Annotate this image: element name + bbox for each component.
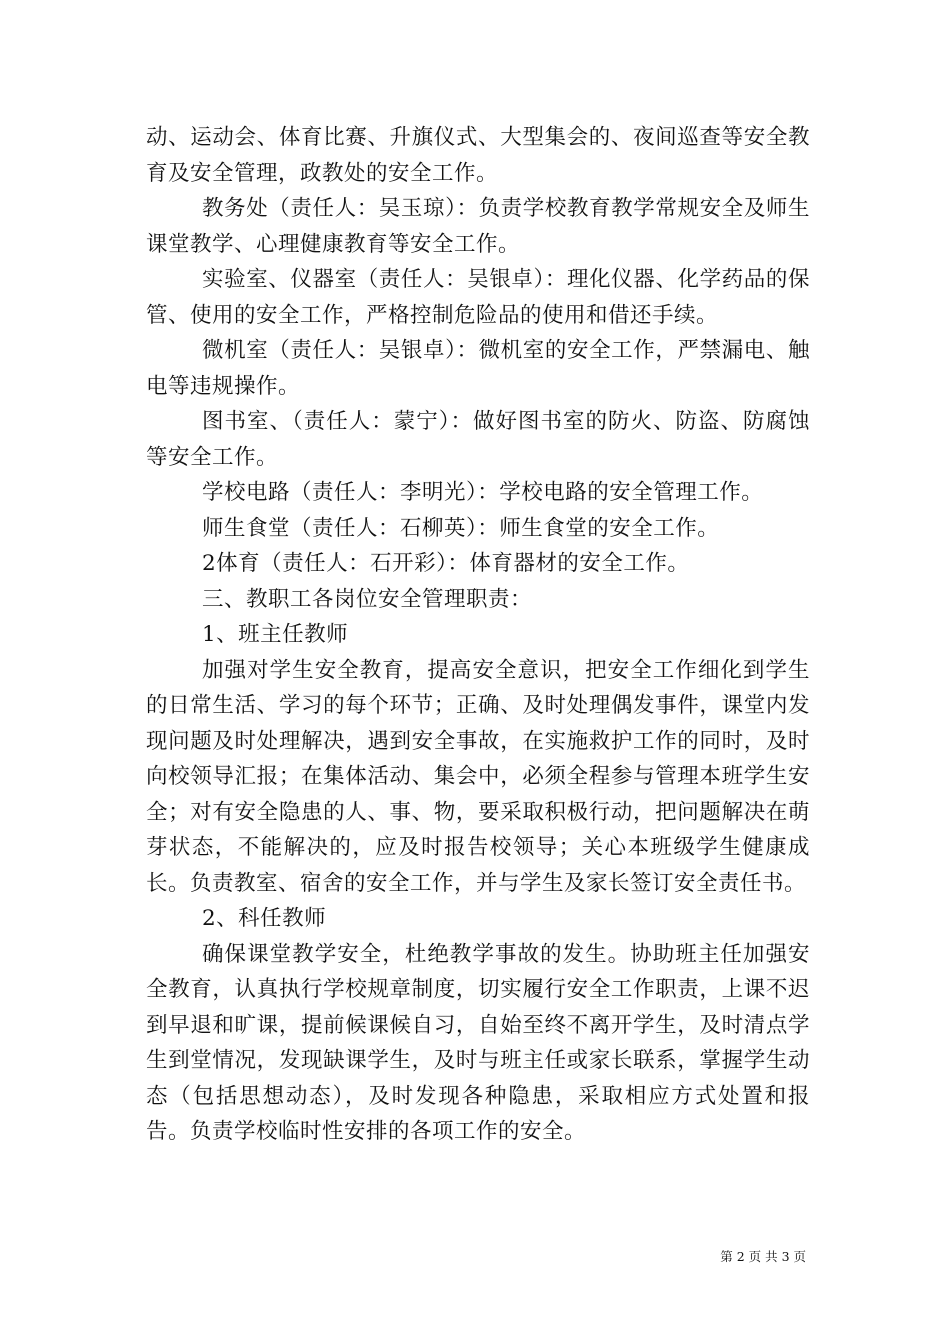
subheading-subject-teacher: 2、科任教师 <box>202 906 327 931</box>
paragraph-5: 图书室、（责任人：蒙宁）：做好图书室的防火、防盗、防腐蚀等安全工作。 <box>146 409 810 470</box>
paragraph-subject-teacher: 确保课堂教学安全，杜绝教学事故的发生。协助班主任加强安全教育，认真执行学校规章制度，切实履行安全工作职责，上课不迟到早退和旷课，提前候课候自习，自始至终不离开学生，及时清点学生到堂情况，发现缺课学生，及时与班主任或家长联系，掌握学生动态（包括思想动态），及时发现各种隐患，采取相应方式处置和报告。负责学校临时性安排的各项工作的安全。 <box>146 941 810 1144</box>
paragraph-3: 实验室、仪器室（责任人：吴银卓）：理化仪器、化学药品的保管、使用的安全工作，严格控制危险品的使用和借还手续。 <box>146 267 810 328</box>
paragraph-7: 师生食堂（责任人：石柳英）：师生食堂的安全工作。 <box>202 515 720 541</box>
subheading-class-teacher: 1、班主任教师 <box>202 622 349 647</box>
document-body <box>146 120 810 1150</box>
paragraph-6: 学校电路（责任人：李明光）：学校电路的安全管理工作。 <box>202 480 764 505</box>
paragraph-8: 2体育（责任人：石开彩）：体育器材的安全工作。 <box>202 551 690 576</box>
paragraph-1: 动、运动会、体育比赛、升旗仪式、大型集会的、夜间巡查等安全教育及安全管理，政教处的安全工作。 <box>146 125 810 186</box>
paragraph-class-teacher: 加强对学生安全教育，提高安全意识，把安全工作细化到学生的日常生活、学习的每个环节；正确、及时处理偶发事件，课堂内发现问题及时处理解决，遇到安全事故，在实施救护工作的同时，及时向校领导汇报；在集体活动、集会中，必须全程参与管理本班学生安全；对有安全隐患的人、事、物，要采取积极行动，把问题解决在萌芽状态，不能解决的，应及时报告校领导；关心本班级学生健康成长。负责教室、宿舍的安全工作，并与学生及家长签订安全责任书。 <box>146 657 810 896</box>
paragraph-4: 微机室（责任人：吴银卓）：微机室的安全工作，严禁漏电、触电等违规操作。 <box>146 338 810 399</box>
section-heading: 三、教职工各岗位安全管理职责： <box>202 586 533 612</box>
page-number: 第 2 页 共 3 页 <box>720 1249 806 1264</box>
paragraph-2: 教务处（责任人：吴玉琼）：负责学校教育教学常规安全及师生课堂教学、心理健康教育等安全工作。 <box>146 196 810 257</box>
